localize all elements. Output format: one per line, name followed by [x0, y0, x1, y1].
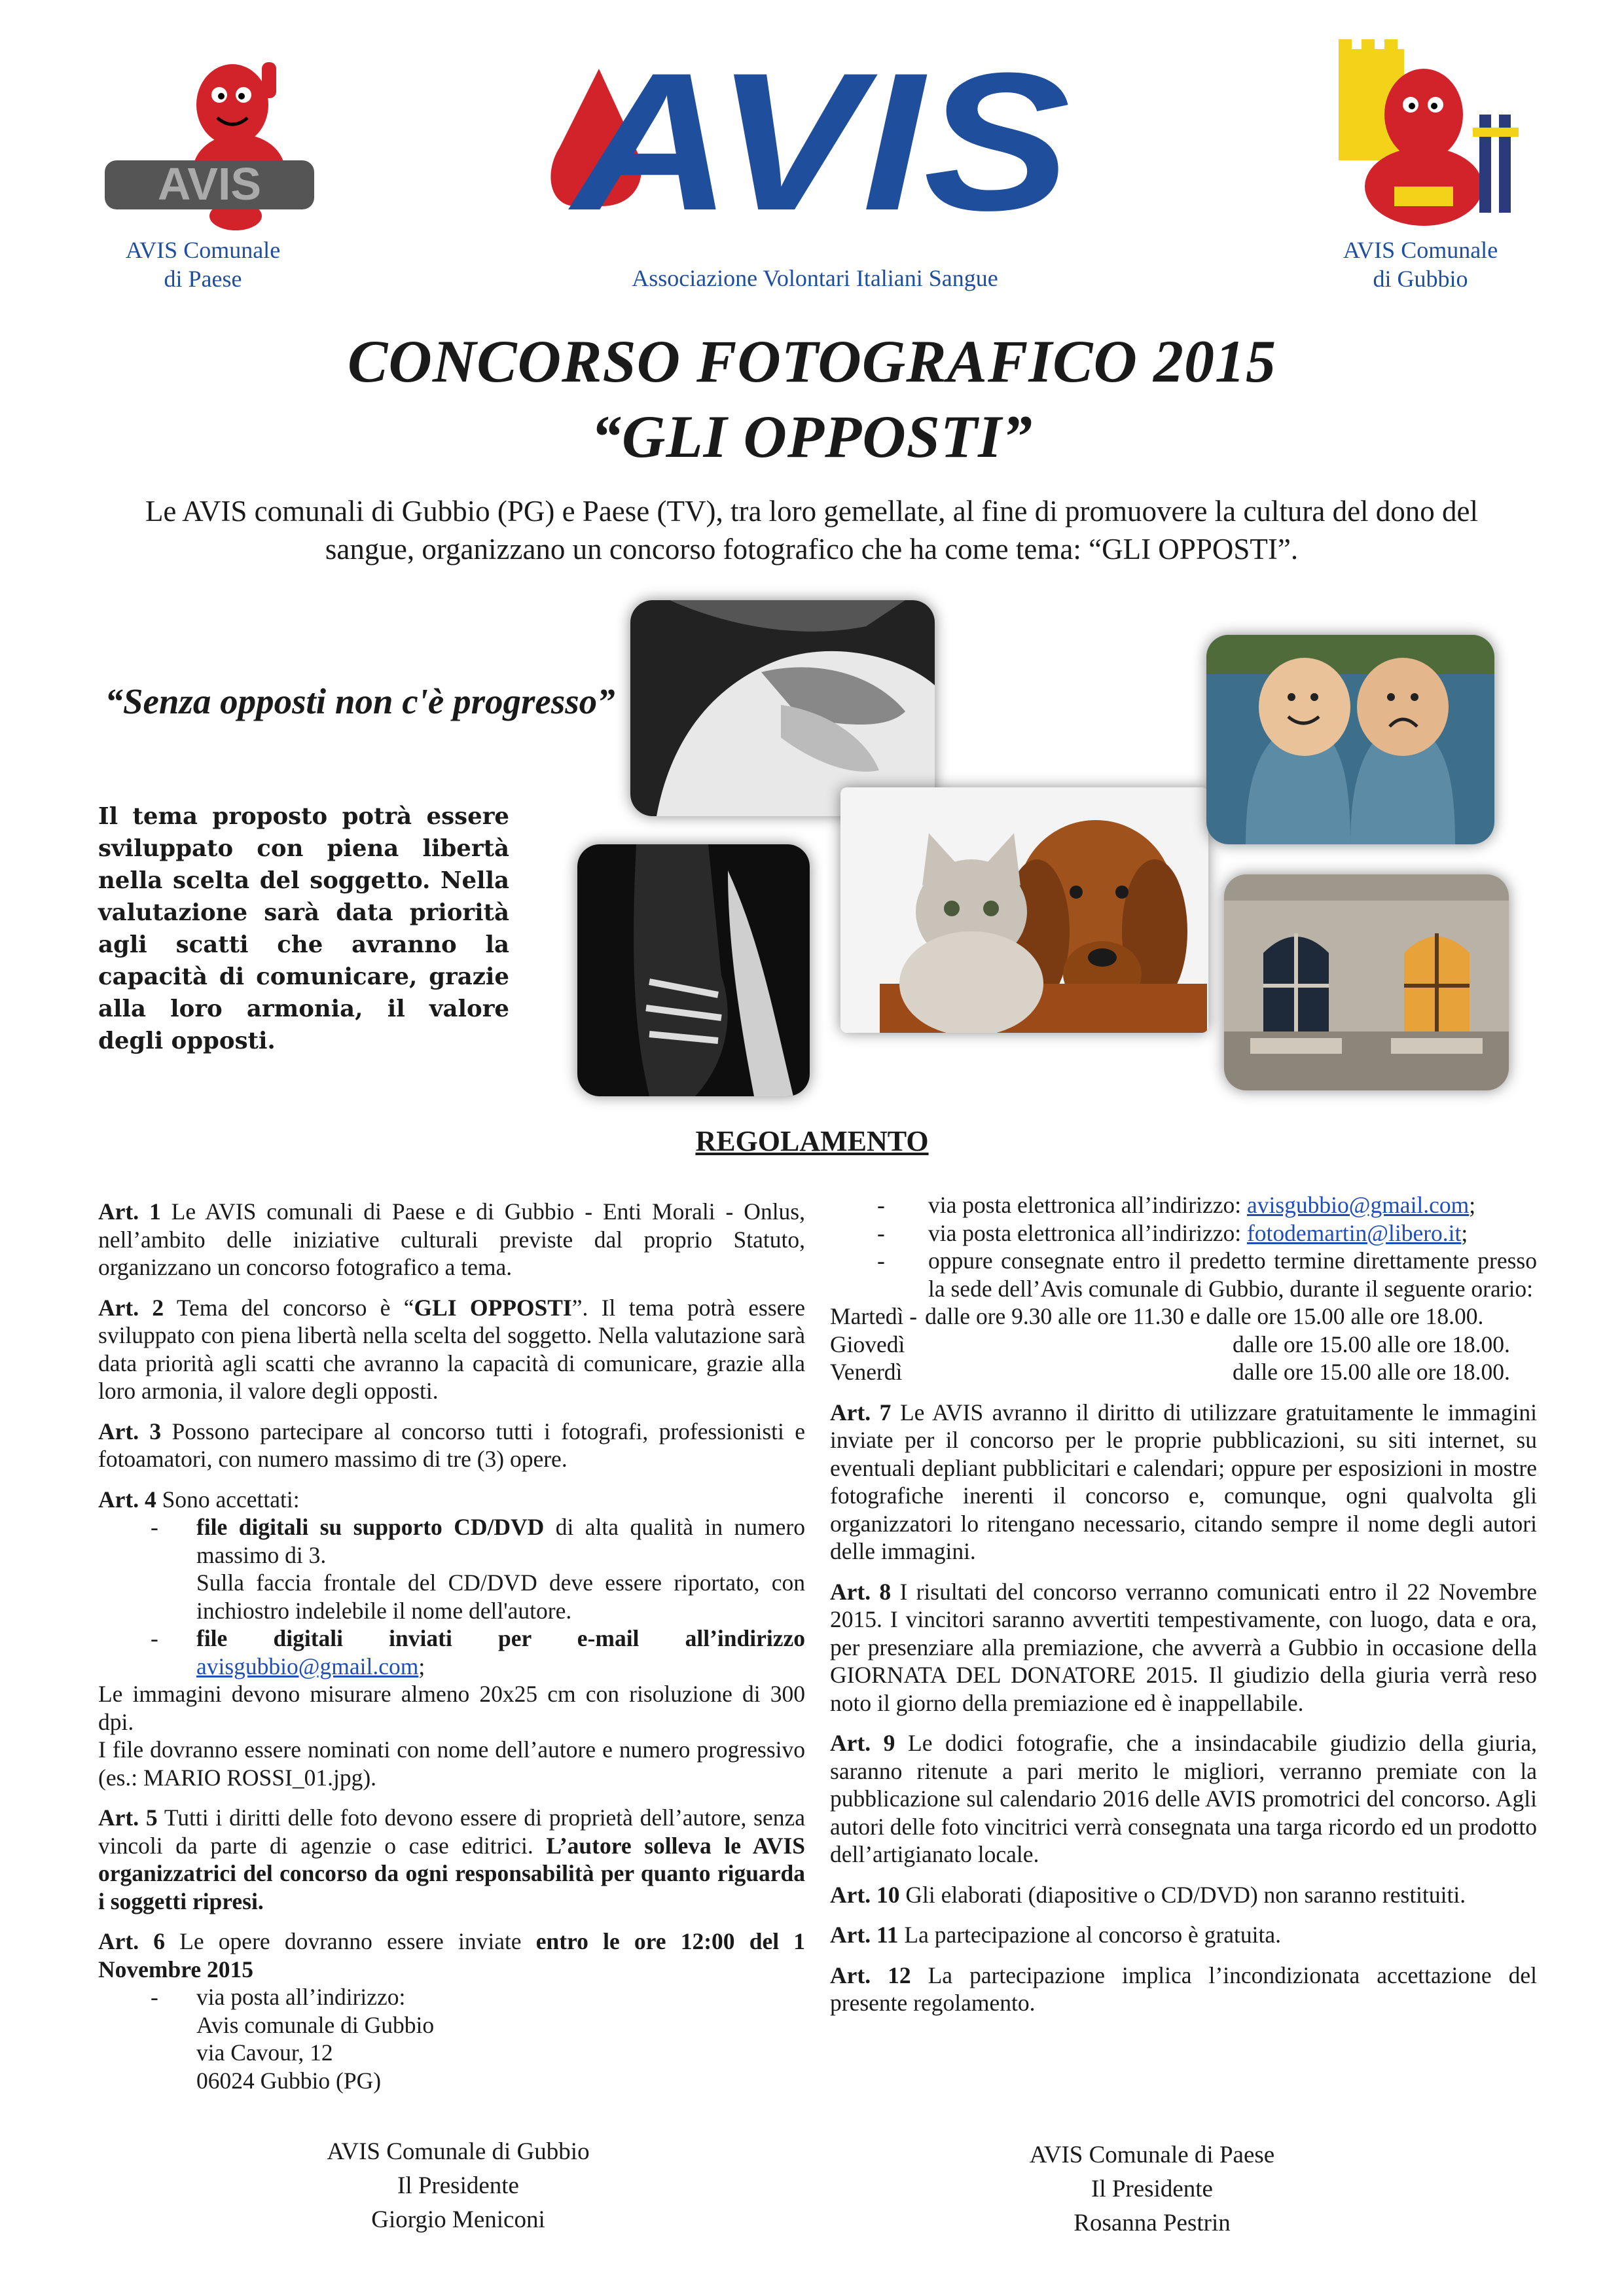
article-8	[830, 1578, 1537, 1717]
article-6-item-email-2: - via posta elettronica all’indirizzo: fotodemartin@libero.it;	[877, 1219, 1468, 1246]
article-2-pre: Tema del concorso è “	[164, 1294, 414, 1321]
article-4-item-cd-text: di alta qualità in numero massimo di 3.	[196, 1514, 805, 1568]
theme-paragraph: Il tema proposto potrà essere sviluppato con piena libertà nella scelta del soggetto. Nella valutazione sarà data priorità agli scatti che avranno la capacità di comunicare, grazie alla loro armonia, il valore degli opposti.	[98, 803, 509, 1054]
hours-martedi	[830, 1302, 1537, 1331]
logo-left-caption	[85, 236, 321, 293]
article-4-resolution: Le immagini devono misurare almeno 20x25 cm con risoluzione di 300 dpi.	[98, 1681, 805, 1735]
article-4-item-cd-note: Sulla faccia frontale del CD/DVD deve essere riportato, con inchiostro indelebile il nome dell'autore.	[196, 1570, 805, 1624]
article-6-item-email-2-text: via posta elettronica all’indirizzo:	[928, 1219, 1247, 1246]
article-1-text: Le AVIS comunali di Paese e di Gubbio - Enti Morali - Onlus, nell’ambito delle iniziative culturali previste dal proprio Statuto, organizzano un concorso fotografico a tema.	[98, 1198, 805, 1280]
left-column	[98, 1198, 805, 2094]
hours-venerdi-text: dalle ore 15.00 alle ore 18.00.	[1233, 1359, 1510, 1385]
signature-paese-name: Rosanna Pestrin	[1074, 2210, 1231, 2236]
intro-paragraph: Le AVIS comunali di Gubbio (PG) e Paese (TV), tra loro gemellate, al fine di promuovere la cultura del dono del sangue, organizzano un concorso fotografico che ha come tema: “GLI OPPOSTI”.	[145, 495, 1479, 565]
article-6-text: Le opere dovranno essere inviate	[165, 1928, 536, 1954]
article-6-item-email-1-text: via posta elettronica all’indirizzo:	[928, 1192, 1247, 1218]
address-line-2: via Cavour, 12	[196, 2039, 333, 2066]
signature-gubbio	[262, 2135, 655, 2237]
right-column	[830, 1191, 1537, 2030]
article-5-label: Art. 5	[98, 1804, 158, 1831]
signature-gubbio-name: Giorgio Meniconi	[371, 2206, 545, 2233]
article-1	[98, 1198, 805, 1282]
article-4-label: Art. 4	[98, 1486, 156, 1513]
article-1-label: Art. 1	[98, 1198, 161, 1225]
photo-hands	[630, 600, 935, 816]
regolamento-heading: REGOLAMENTO	[695, 1125, 929, 1157]
article-2	[98, 1294, 805, 1405]
article-4-item-cd-bold: file digitali su supporto CD/DVD	[196, 1514, 545, 1540]
article-6	[98, 1928, 805, 2094]
hours-venerdi	[830, 1358, 1537, 1386]
article-2-text: ”. Il tema potrà essere sviluppato con piena libertà nella scelta del soggetto. Nella valutazione sarà data priorità agli scatti che avranno la capacità di comunicare, grazie alla loro armonia, il valore degli opposti.	[98, 1294, 805, 1404]
article-4-text: Sono accettati:	[156, 1486, 300, 1513]
article-6-item-post: - via posta all’indirizzo:	[151, 1984, 406, 2010]
article-4	[98, 1486, 805, 1792]
avis-paese-logo	[98, 49, 321, 232]
logo-center-caption: Associazione Volontari Italiani Sangue	[632, 265, 998, 291]
article-8-text: I risultati del concorso verranno comunicati entro il 22 Novembre 2015. I vincitori saranno avvertiti tempestivamente, con luogo, data e ora, per presenziare alla premiazione, che avverrà a Gubbio in occasione della GIORNATA DEL DONATORE 2015. Il giudizio della giuria verrà reso noto il giorno della premiazione ed è inappellabile.	[830, 1578, 1537, 1716]
article-3	[98, 1418, 805, 1473]
article-7	[830, 1399, 1537, 1566]
photo-windows	[1224, 874, 1509, 1090]
logo-right-caption-line2: di Gubbio	[1373, 266, 1468, 292]
address-line-1: Avis comunale di Gubbio	[196, 2011, 435, 2038]
article-9	[830, 1729, 1537, 1869]
article-11	[830, 1921, 1537, 1949]
article-4-item-email: - file digitali inviati per e-mail all’indirizzo avisgubbio@gmail.com;	[151, 1625, 805, 1679]
page-subtitle: “GLI OPPOSTI”	[591, 403, 1033, 470]
photo-shoes	[577, 844, 810, 1096]
article-10	[830, 1881, 1537, 1909]
article-11-label: Art. 11	[830, 1922, 899, 1948]
logo-left-caption-line1: AVIS Comunale	[125, 237, 281, 263]
hours-giovedi-day: Giovedì	[830, 1331, 905, 1357]
article-6-item-delivery: - oppure consegnate entro il predetto termine direttamente presso la sede dell’Avis comunale di Gubbio, durante il seguente orario:	[877, 1247, 1537, 1302]
signature-gubbio-role: Il Presidente	[397, 2172, 519, 2199]
article-10-label: Art. 10	[830, 1881, 900, 1908]
article-2-theme: GLI OPPOSTI	[414, 1294, 572, 1321]
photo-cat-and-dog	[840, 787, 1208, 1033]
logo-right-caption	[1303, 236, 1538, 293]
quote: “Senza opposti non c'è progresso”	[105, 681, 615, 721]
article-6-item-post-text: via posta all’indirizzo:	[196, 1984, 406, 2010]
email-link-avisgubbio[interactable]: avisgubbio@gmail.com	[1246, 1192, 1470, 1218]
article-12-text: La partecipazione implica l’incondizionata accettazione del presente regolamento.	[830, 1962, 1537, 2016]
article-6-deadline: entro le ore 12:00 del 1 Novembre 2015	[98, 1928, 805, 1982]
article-2-label: Art. 2	[98, 1294, 164, 1321]
avis-main-logo	[524, 43, 1106, 232]
hours-giovedi	[830, 1331, 1537, 1359]
signature-paese	[956, 2138, 1348, 2240]
article-6-item-email-1: - via posta elettronica all’indirizzo: avisgubbio@gmail.com;	[877, 1192, 1476, 1218]
avis-gubbio-logo	[1332, 36, 1528, 232]
signature-paese-role: Il Presidente	[1091, 2176, 1213, 2202]
article-5-text: Tutti i diritti delle foto devono essere di proprietà dell’autore, senza vincoli da parte di agenzie o case editrici.	[98, 1804, 806, 1859]
article-6-label: Art. 6	[98, 1928, 166, 1954]
article-7-text: Le AVIS avranno il diritto di utilizzare gratuitamente le immagini inviate per il concorso per le proprie pubblicazioni, su siti internet, su eventuali depliant pubblicitari e calendari; oppure per esposizioni in mostre fotografiche inerenti il concorso e, comunque, ogni qualvolta gli organizzatori lo ritengano necessario, citando sempre il nome degli autori delle immagini.	[830, 1399, 1537, 1564]
hours-venerdi-day: Venerdì	[830, 1359, 903, 1385]
article-3-label: Art. 3	[98, 1418, 162, 1444]
article-9-text: Le dodici fotografie, che a insindacabile giudizio della giuria, saranno ritenute a pari merito le migliori, verranno premiate con la pubblicazione sul calendario 2016 delle AVIS promotrici del concorso. Agli autori delle foto vincitrici verrà consegnata una targa ricordo ed un prodotto dell’artigianato locale.	[830, 1730, 1537, 1867]
article-10-text: Gli elaborati (diapositive o CD/DVD) non saranno restituiti.	[899, 1881, 1466, 1908]
article-12-label: Art. 12	[830, 1962, 911, 1988]
article-11-text: La partecipazione al concorso è gratuita.	[898, 1922, 1281, 1948]
article-4-email-link[interactable]: avisgubbio@gmail.com	[196, 1653, 419, 1679]
article-5-bold: L’autore solleva le AVIS organizzatrici del concorso da ogni responsabilità per quanto riguarda i soggetti ripresi.	[98, 1832, 805, 1914]
article-8-label: Art. 8	[830, 1578, 892, 1605]
hours-martedi-text: dalle ore 9.30 alle ore 11.30 e dalle ore 15.00 alle ore 18.00.	[925, 1303, 1484, 1329]
article-12	[830, 1962, 1537, 2017]
signature-gubbio-org: AVIS Comunale di Gubbio	[327, 2138, 590, 2165]
email-link-fotodemartin[interactable]: fotodemartin@libero.it	[1246, 1219, 1462, 1246]
page-title: CONCORSO FOTOGRAFICO 2015	[348, 328, 1276, 395]
article-4-filenames: I file dovranno essere nominati con nome dell’autore e numero progressivo (es.: MARIO ROSSI_01.jpg).	[98, 1736, 805, 1791]
photo-smiley-knees	[1206, 635, 1494, 844]
logo-left-caption-line2: di Paese	[164, 266, 242, 292]
article-3-text: Possono partecipare al concorso tutti i fotografi, professionisti e fotoamatori, con numero massimo di tre (3) opere.	[98, 1418, 805, 1472]
signature-paese-org: AVIS Comunale di Paese	[1029, 2142, 1275, 2168]
article-5	[98, 1804, 805, 1915]
article-4-email-after: ;	[418, 1653, 425, 1679]
article-7-label: Art. 7	[830, 1399, 892, 1426]
hours-martedi-day: Martedì -	[830, 1303, 918, 1329]
hours-giovedi-text: dalle ore 15.00 alle ore 18.00.	[1233, 1331, 1510, 1357]
article-6-item-delivery-text: oppure consegnate entro il predetto termine direttamente presso la sede dell’Avis comunale di Gubbio, durante il seguente orario:	[928, 1247, 1537, 1302]
article-9-label: Art. 9	[830, 1730, 895, 1756]
svg-text:AVIS: AVIS	[157, 158, 262, 209]
article-4-item-cd: - file digitali su supporto CD/DVD di alta qualità in numero massimo di 3.	[151, 1514, 805, 1568]
article-4-item-email-bold: file digitali inviati per e-mail all’indirizzo	[196, 1625, 805, 1651]
svg-text:AVIS: AVIS	[566, 43, 1072, 232]
logo-right-caption-line1: AVIS Comunale	[1343, 237, 1498, 263]
address-line-3: 06024 Gubbio (PG)	[196, 2067, 382, 2094]
